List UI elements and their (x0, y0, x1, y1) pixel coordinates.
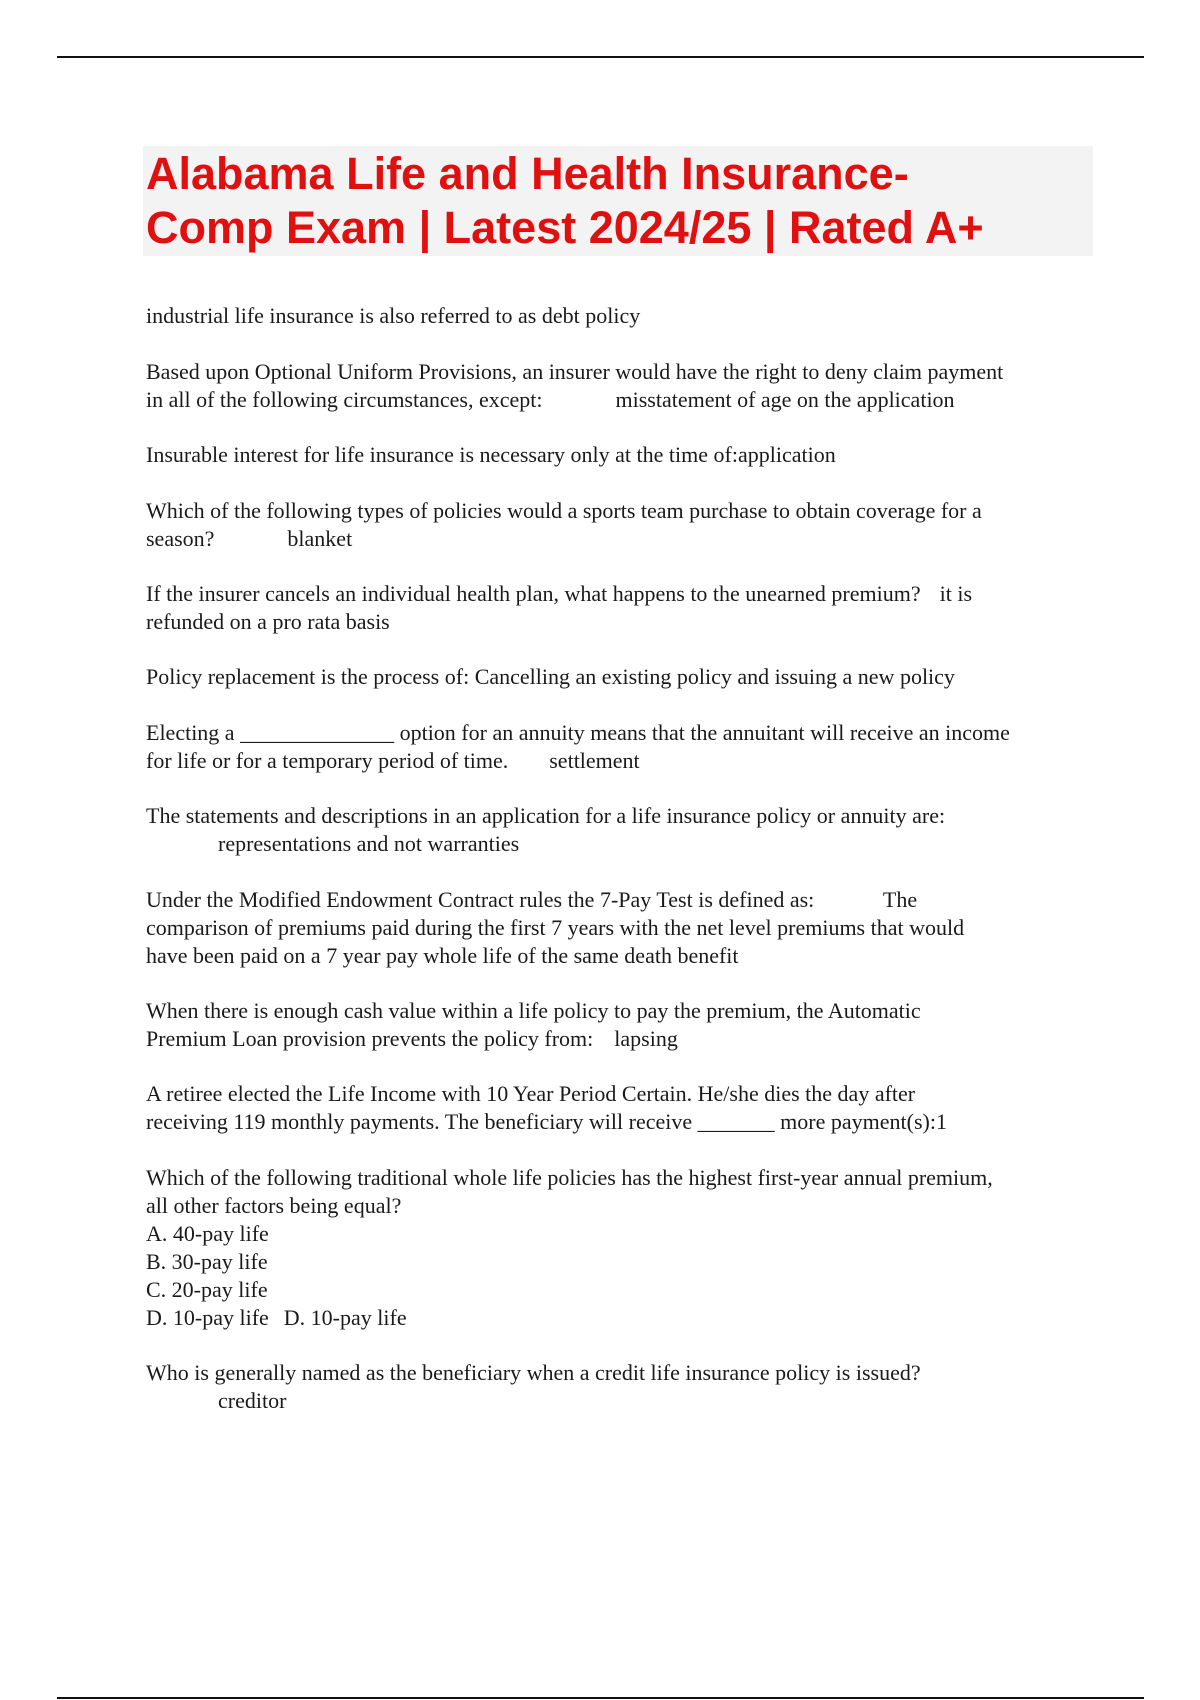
question-text: When there is enough cash value within a life policy to pay the premium, the Automatic (146, 998, 921, 1023)
answer-text: refunded on a pro rata basis (146, 609, 390, 634)
qa-item-11 (146, 1080, 1096, 1136)
qa-item-10 (146, 997, 1096, 1053)
question-text: Insurable interest for life insurance is necessary only at the time of: (146, 442, 738, 467)
answer-text: blanket (287, 526, 353, 551)
question-text: season? (146, 526, 215, 551)
question-text: Under the Modified Endowment Contract rules the 7-Pay Test is defined as: (146, 887, 815, 912)
answer-option: D. 10-pay life (146, 1305, 269, 1330)
qa-item-4 (146, 497, 1096, 553)
question-text: option for an annuity means that the annuitant will receive an income (399, 720, 1010, 745)
question-text: Which of the following traditional whole life policies has the highest first-year annual premium, (146, 1165, 993, 1190)
qa-item-8 (146, 802, 1096, 858)
answer-text: creditor (218, 1388, 287, 1413)
fill-in-blank: ______________ (240, 720, 395, 745)
answer-text: misstatement of age on the application (615, 387, 955, 412)
answer-text: debt policy (541, 303, 641, 328)
answer-text: D. 10-pay life (283, 1305, 407, 1330)
question-text: for life or for a temporary period of time. (146, 748, 509, 773)
qa-item-9 (146, 886, 1096, 970)
question-text: Based upon Optional Uniform Provisions, an insurer would have the right to deny claim payment (146, 359, 1004, 384)
answer-text: have been paid on a 7 year pay whole life of the same death benefit (146, 943, 739, 968)
question-text: The statements and descriptions in an application for a life insurance policy or annuity are: (146, 803, 946, 828)
answer-text: Cancelling an existing policy and issuing a new policy (474, 664, 955, 689)
answer-text: it is (939, 581, 973, 606)
fill-in-blank: _______ (697, 1109, 775, 1134)
answer-text: comparison of premiums paid during the first 7 years with the net level premiums that would (146, 915, 965, 940)
question-text: Which of the following types of policies would a sports team purchase to obtain coverage for a (146, 498, 982, 523)
question-text: all other factors being equal? (146, 1193, 402, 1218)
qa-item-12 (146, 1164, 1096, 1332)
question-text: more payment(s): (780, 1109, 936, 1134)
answer-option: A. 40-pay life (146, 1221, 269, 1246)
question-text: industrial life insurance is also referred to as (146, 303, 537, 328)
qa-item-13 (146, 1359, 1096, 1415)
answer-text: application (737, 442, 836, 467)
qa-item-1 (146, 302, 1096, 330)
qa-item-7 (146, 719, 1096, 775)
answer-text: representations and not warranties (218, 831, 520, 856)
question-text: Premium Loan provision prevents the policy from: (146, 1026, 594, 1051)
footer-rule (57, 1697, 1144, 1699)
document-title-line-2: Comp Exam | Latest 2024/25 | Rated A+ (146, 202, 984, 253)
question-text: Policy replacement is the process of: (146, 664, 470, 689)
answer-text: lapsing (614, 1026, 678, 1051)
question-text: Who is generally named as the beneficiary when a credit life insurance policy is issued? (146, 1360, 921, 1385)
question-text: in all of the following circumstances, except: (146, 387, 543, 412)
answer-text: The (882, 887, 918, 912)
answer-text: settlement (549, 748, 640, 773)
answer-option: B. 30-pay life (146, 1249, 268, 1274)
question-text: receiving 119 monthly payments. The beneficiary will receive (146, 1109, 693, 1134)
qa-item-2 (146, 358, 1096, 414)
document-title-line-1: Alabama Life and Health Insurance- (146, 148, 909, 199)
header-rule (57, 56, 1144, 58)
answer-text: 1 (935, 1109, 947, 1134)
qa-item-5 (146, 580, 1096, 636)
answer-option: C. 20-pay life (146, 1277, 268, 1302)
question-text: If the insurer cancels an individual health plan, what happens to the unearned premium? (146, 581, 921, 606)
qa-item-3 (146, 441, 1096, 469)
question-text: Electing a (146, 720, 235, 745)
qa-item-6 (146, 663, 1096, 691)
question-text: A retiree elected the Life Income with 10 Year Period Certain. He/she dies the day after (146, 1081, 916, 1106)
